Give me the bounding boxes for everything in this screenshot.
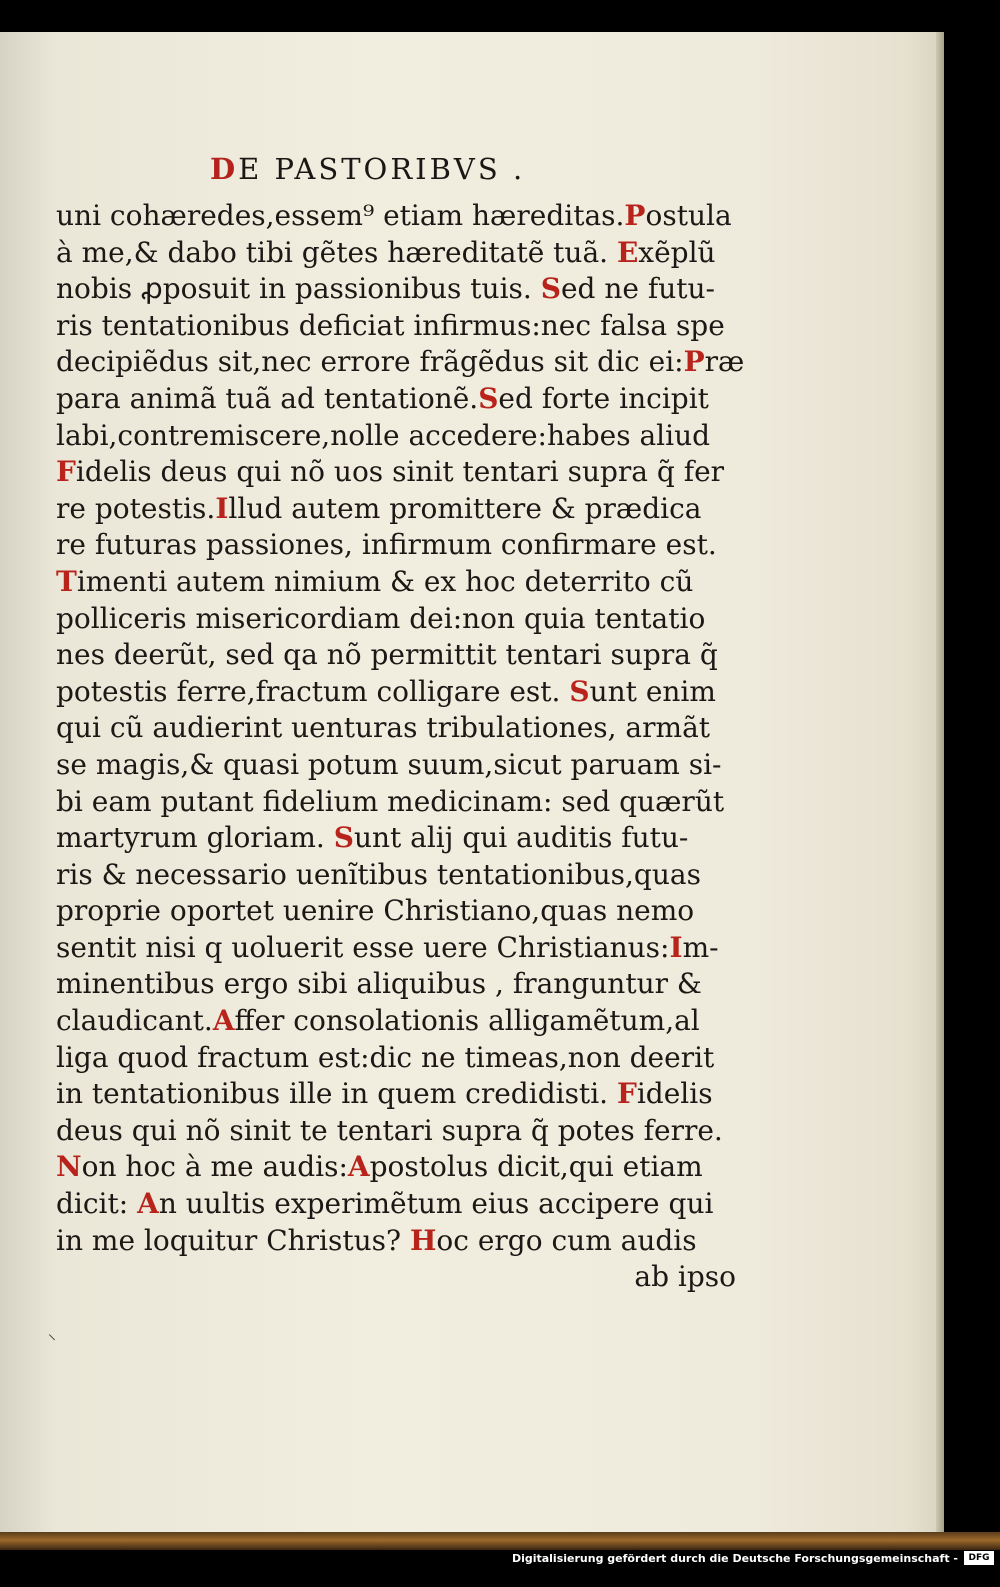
text-segment: ffer consolationis alligamẽtum,al	[234, 1004, 700, 1038]
text-segment: idelis	[636, 1077, 713, 1111]
rubricated-initial: T	[56, 564, 77, 598]
text-line	[56, 966, 746, 1003]
text-line	[56, 564, 746, 601]
text-line	[56, 710, 746, 747]
text-line	[56, 857, 746, 894]
text-segment: postolus dicit,qui etiam	[369, 1150, 703, 1184]
text-line	[56, 491, 746, 528]
text-segment: claudicant.	[56, 1004, 213, 1038]
text-line	[56, 418, 746, 455]
rubricated-initial: S	[333, 821, 354, 855]
rubricated-initial: S	[569, 674, 590, 708]
text-segment: unt alij qui auditis futu-	[353, 821, 689, 855]
text-segment: se magis,& quasi potum suum,sicut paruam si-	[56, 747, 722, 781]
text-line	[56, 601, 746, 638]
text-segment: sentit nisi q uoluerit esse uere Christianus:	[56, 930, 670, 964]
rubricated-initial: H	[409, 1223, 437, 1257]
digitization-credit: Digitalisierung gefördert durch die Deutsche Forschungsgemeinschaft -	[511, 1552, 958, 1565]
text-line	[56, 747, 746, 784]
text-line	[56, 1040, 746, 1077]
rubricated-initial: F	[616, 1077, 637, 1111]
text-segment: ed ne futu-	[560, 272, 715, 306]
text-segment: ed forte incipit	[498, 381, 709, 415]
text-line	[56, 1003, 746, 1040]
text-segment: in me loquitur Christus?	[56, 1223, 410, 1257]
text-segment: ræ	[704, 345, 745, 379]
text-line	[56, 1149, 746, 1186]
text-segment: para animã tuã ad tentationẽ.	[56, 381, 479, 415]
ink-mark-icon: ⸜	[48, 1324, 57, 1343]
text-line	[56, 1223, 746, 1260]
text-line	[56, 527, 746, 564]
text-segment: ris & necessario uenĩtibus tentationibus,quas	[56, 857, 701, 891]
text-segment: re futuras passiones, infirmum confirmare est.	[56, 528, 717, 562]
text-line	[56, 235, 746, 272]
text-segment: m-	[682, 930, 719, 964]
catchword: ab ipso	[634, 1260, 736, 1294]
rubricated-initial: I	[215, 491, 229, 525]
rubricated-initial: A	[137, 1187, 159, 1221]
text-segment: imenti autem nimium & ex hoc deterrito cũ	[76, 564, 694, 598]
rubricated-initial: S	[478, 381, 499, 415]
dfg-logo: DFG	[964, 1551, 994, 1565]
text-segment: in tentationibus ille in quem credidisti.	[56, 1077, 617, 1111]
text-line	[56, 308, 746, 345]
text-segment: polliceris misericordiam dei:non quia tentatio	[56, 601, 706, 635]
text-segment: unt enim	[589, 674, 716, 708]
text-segment: ostula	[645, 199, 732, 232]
text-segment: nobis ꝓposuit in passionibus tuis.	[56, 272, 541, 306]
rubricated-initial: P	[624, 199, 646, 232]
text-segment: ris tentationibus deficiat infirmus:nec falsa spe	[56, 308, 725, 342]
rubricated-initial: I	[669, 930, 683, 964]
text-segment: qui cũ audierint uenturas tribulationes, armãt	[56, 711, 711, 745]
text-line	[56, 1113, 746, 1150]
text-segment: deus qui nõ sinit te tentari supra q̃ potes ferre.	[56, 1113, 723, 1147]
text-segment: bi eam putant fidelium medicinam: sed quærũt	[56, 784, 725, 818]
text-line	[56, 784, 746, 821]
text-line	[56, 1076, 746, 1113]
binding-strip	[0, 1532, 1000, 1550]
rubricated-initial: F	[56, 455, 76, 489]
running-head-initial: D	[210, 152, 239, 186]
text-segment: minentibus ergo sibi aliquibus , franguntur &	[56, 967, 702, 1001]
text-segment: xẽplũ	[638, 235, 716, 269]
text-segment: uni cohæredes,essem⁹ etiam hæreditas.	[56, 199, 625, 232]
text-line	[56, 637, 746, 674]
text-segment: re potestis.	[56, 491, 216, 525]
rubricated-initial: E	[616, 235, 639, 269]
text-line	[56, 930, 746, 967]
text-line	[56, 820, 746, 857]
text-line	[56, 344, 746, 381]
text-segment: n uultis experimẽtum eius accipere qui	[158, 1187, 714, 1221]
text-segment: idelis deus qui nõ uos sinit tentari supra q̃ fer	[75, 455, 725, 489]
rubricated-initial: N	[56, 1150, 82, 1184]
text-line	[56, 1186, 746, 1223]
text-segment: potestis ferre,fractum colligare est.	[56, 674, 570, 708]
running-head	[210, 152, 525, 186]
running-head-text: E PASTORIBVS .	[238, 152, 526, 186]
text-segment: labi,contremiscere,nolle accedere:habes aliud	[56, 418, 711, 452]
text-line	[56, 674, 746, 711]
text-segment: on hoc à me audis:	[81, 1150, 348, 1184]
text-segment: nes deerũt, sed qa nõ permittit tentari supra q̃	[56, 638, 718, 672]
text-segment: martyrum gloriam.	[56, 821, 334, 855]
text-line	[56, 381, 746, 418]
text-segment: proprie oportet uenire Christiano,quas nemo	[56, 894, 695, 928]
text-block	[56, 198, 746, 1296]
text-segment: à me,& dabo tibi gẽtes hæreditatẽ tuã.	[56, 235, 617, 269]
text-line	[56, 454, 746, 491]
page-edge	[936, 32, 944, 1532]
text-segment: oc ergo cum audis	[436, 1223, 697, 1257]
text-segment: liga quod fractum est:dic ne timeas,non deerit	[56, 1040, 715, 1074]
text-segment: decipiẽdus sit,nec errore frãgẽdus sit dic ei:	[56, 345, 684, 379]
rubricated-initial: S	[540, 272, 561, 306]
book-page	[0, 32, 942, 1532]
rubricated-initial: A	[212, 1004, 235, 1038]
text-segment: dicit:	[56, 1187, 138, 1221]
rubricated-initial: P	[683, 345, 705, 379]
text-line	[56, 271, 746, 308]
text-segment: llud autem promittere & prædica	[228, 491, 702, 525]
rubricated-initial: A	[347, 1150, 370, 1184]
text-line	[56, 198, 746, 235]
text-line	[56, 893, 746, 930]
